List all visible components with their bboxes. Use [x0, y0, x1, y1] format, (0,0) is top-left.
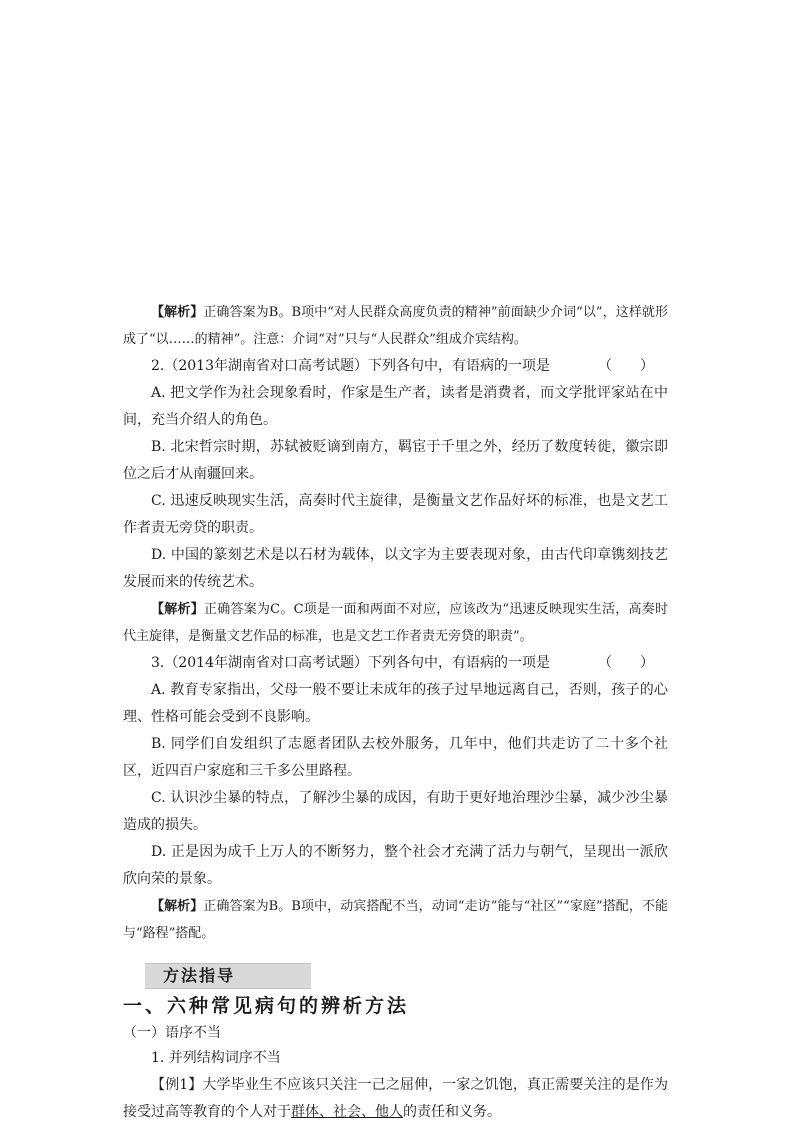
- question-2-stem: [123, 353, 668, 380]
- example-1: [123, 1072, 668, 1126]
- question-2-option-d: D. 中国的篆刻艺术是以石材为载体，以文字为主要表现对象，由古代印章镌刻技艺发展而来的传统艺术。: [123, 547, 668, 590]
- answer-blank: （ ）: [598, 655, 654, 671]
- question-2-option-a: A. 把文学作为社会现象看时，作家是生产者，读者是消费者，而文学批评家站在中间，充当介绍人的角色。: [123, 385, 668, 428]
- question-3-stem: [123, 650, 668, 677]
- example-text: 大学毕业生不应该只关注一己之屈伸，一家之饥饱，真正需要关注的是作为接受过高等教育的个人对于: [123, 1077, 668, 1120]
- question-text: 2.（2013年湖南省对口高考试题）下列各句中，有语病的一项是: [151, 358, 550, 374]
- analysis-tag: 【解析】: [151, 899, 204, 914]
- method-guide-banner: 方法指导: [145, 963, 311, 989]
- question-3-option-d: D. 正是因为成千上万人的不断努力，整个社会才充满了活力与朝气，呈现出一派欣欣向荣的景象。: [123, 844, 668, 887]
- subsection-title: （一）语序不当: [123, 1025, 221, 1041]
- question-3-option-a: A. 教育专家指出，父母一般不要让未成年的孩子过早地远离自己，否则，孩子的心理、性格可能会受到不良影响。: [123, 682, 668, 725]
- question-text: 3.（2014年湖南省对口高考试题）下列各句中，有语病的一项是: [151, 655, 550, 671]
- analysis-text: 正确答案为C。C项是一面和两面不对应，应该改为“迅速反映现实生活，高奏时代主旋律，是衡量文艺作品的标准，也是文艺工作者责无旁贷的职责”。: [123, 602, 668, 644]
- analysis-tag: 【解析】: [151, 602, 204, 617]
- item-heading: 1. 并列结构词序不当: [151, 1050, 281, 1066]
- underlined-phrase: 群体、社会、他人: [291, 1104, 403, 1120]
- answer-blank: （ ）: [598, 358, 654, 374]
- analysis-1: [123, 299, 668, 353]
- example-text-end: 的责任和义务。: [403, 1104, 501, 1120]
- analysis-2: [123, 596, 668, 650]
- analysis-text: 正确答案为B。B项中，动宾搭配不当，动词“走访”能与“社区”“家庭”搭配，不能与“路程”搭配。: [123, 899, 668, 941]
- analysis-tag: 【解析】: [151, 305, 204, 320]
- analysis-text: 正确答案为B。B项中“对人民群众高度负责的精神”前面缺少介词“以”，这样就形成了“以……的精神”。注意：介词“对”只与“人民群众”组成介宾结构。: [123, 305, 668, 347]
- document-body: [123, 299, 668, 1126]
- question-2-option-b: B. 北宋哲宗时期，苏轼被贬谪到南方，羁宦于千里之外，经历了数度转徙，徽宗即位之后才从南疆回来。: [123, 439, 668, 482]
- question-3-option-b: B. 同学们自发组织了志愿者团队去校外服务，几年中，他们共走访了二十多个社区，近四百户家庭和三千多公里路程。: [123, 736, 668, 779]
- example-tag: 【例1】: [151, 1077, 203, 1093]
- analysis-3: [123, 893, 668, 947]
- question-2-option-c: C. 迅速反映现实生活，高奏时代主旋律，是衡量文艺作品好坏的标准，也是文艺工作者责无旁贷的职责。: [123, 493, 668, 536]
- question-3-option-c: C. 认识沙尘暴的特点，了解沙尘暴的成因，有助于更好地治理沙尘暴，减少沙尘暴造成的损失。: [123, 790, 668, 833]
- section-title: 一、六种常见病句的辨析方法: [123, 995, 410, 1017]
